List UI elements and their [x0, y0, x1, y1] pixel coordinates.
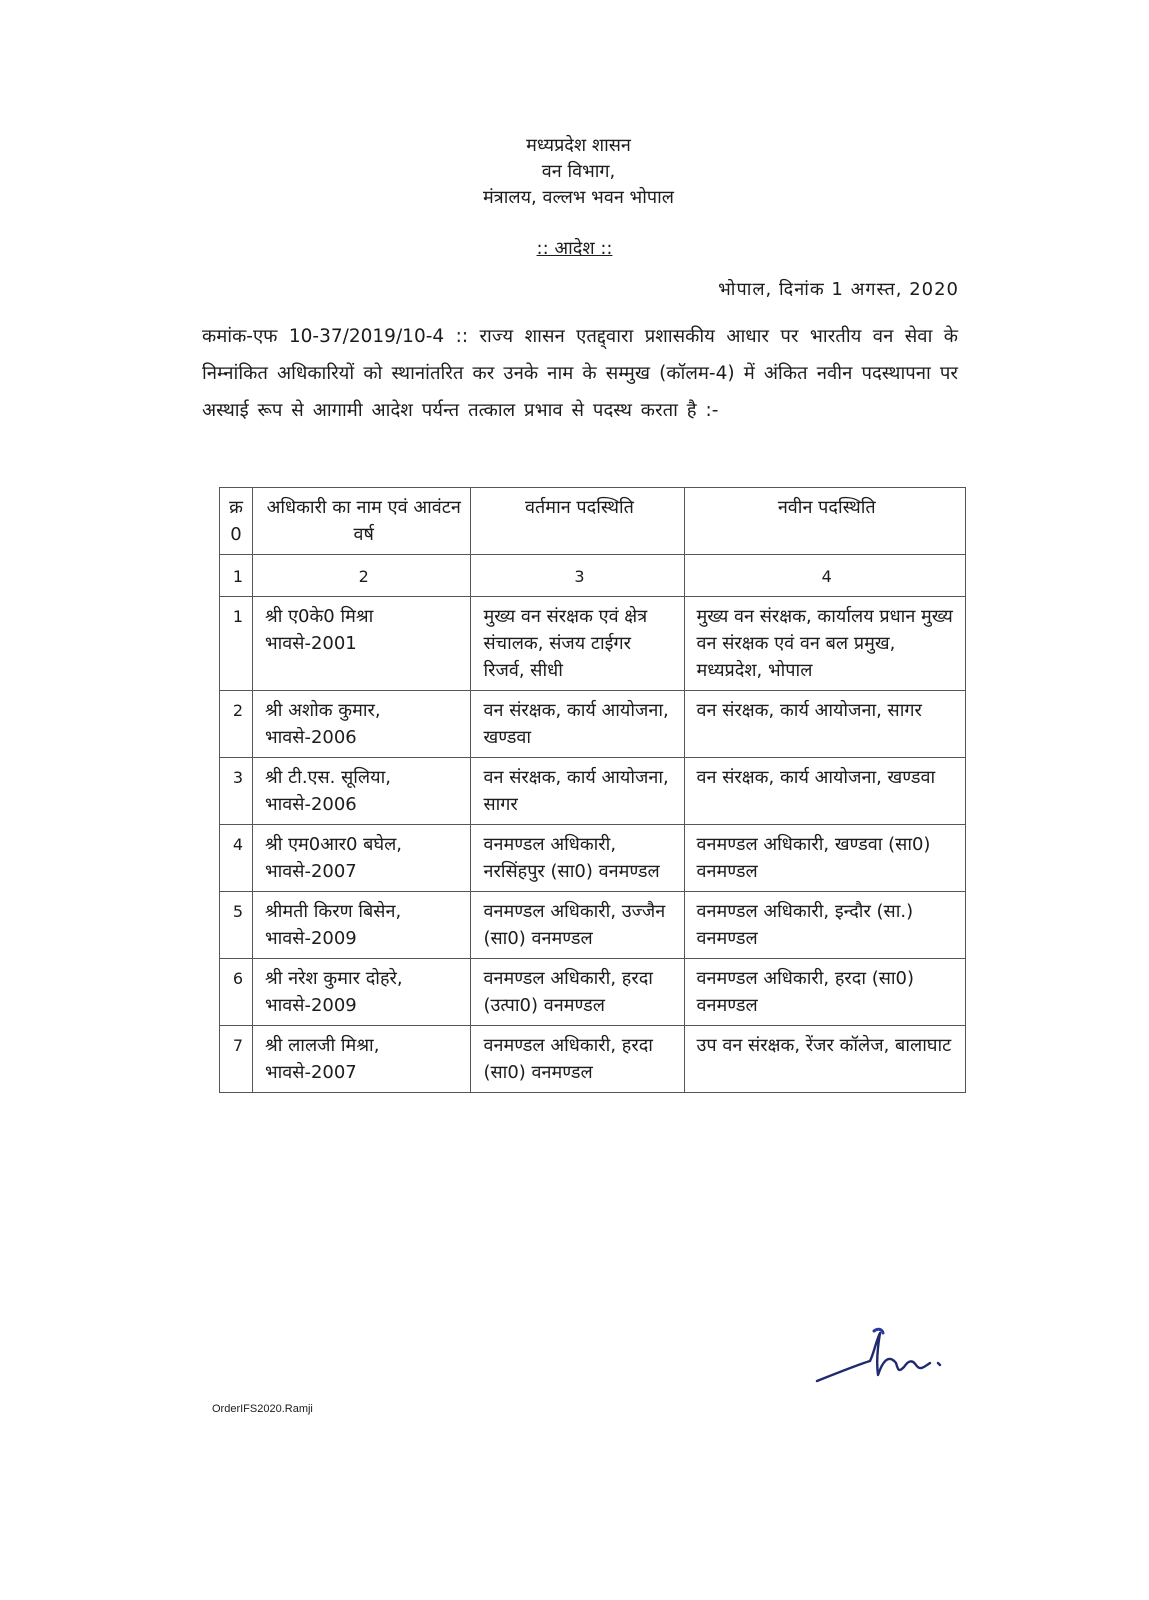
current-posting: वनमण्डल अधिकारी, उज्जैन (सा0) वनमण्डल [471, 892, 684, 959]
table-row [220, 825, 966, 892]
officer-name: श्री टी.एस. सूलिया, [264, 767, 391, 788]
officer-cell [252, 1026, 471, 1093]
file-reference: OrderIFS2020.Ramji [212, 1403, 313, 1415]
header-current-posting: वर्तमान पदस्थिति [471, 488, 684, 555]
header-new-posting: नवीन पदस्थिति [684, 488, 965, 555]
officer-batch: भावसे-2006 [264, 727, 357, 748]
table-row [220, 892, 966, 959]
transfer-table [219, 487, 966, 1093]
signature-icon [812, 1323, 962, 1393]
table-row [220, 1026, 966, 1093]
current-posting: वनमण्डल अधिकारी, हरदा (सा0) वनमण्डल [471, 1026, 684, 1093]
officer-cell [252, 758, 471, 825]
officer-batch: भावसे-2009 [264, 928, 357, 949]
officer-batch: भावसे-2001 [264, 633, 357, 654]
serial-number: 3 [220, 758, 253, 825]
table-row [220, 959, 966, 1026]
letterhead-government: मध्यप्रदेश शासन [526, 135, 631, 156]
serial-number: 2 [220, 691, 253, 758]
current-posting: मुख्य वन संरक्षक एवं क्षेत्र संचालक, संजय टाईगर रिजर्व, सीधी [471, 597, 684, 691]
current-posting: वन संरक्षक, कार्य आयोजना, खण्डवा [471, 691, 684, 758]
officer-batch: भावसे-2007 [264, 861, 357, 882]
header-officer: अधिकारी का नाम एवं आवंटन वर्ष [252, 488, 471, 555]
new-posting: वन संरक्षक, कार्य आयोजना, खण्डवा [684, 758, 965, 825]
current-posting: वनमण्डल अधिकारी, नरसिंहपुर (सा0) वनमण्डल [471, 825, 684, 892]
letterhead-address: मंत्रालय, वल्लभ भवन भोपाल [483, 187, 674, 208]
place-date: भोपाल, दिनांक 1 अगस्त, 2020 [718, 279, 959, 300]
officer-name: श्री नरेश कुमार दोहरे, [264, 968, 403, 989]
officer-batch: भावसे-2009 [264, 995, 357, 1016]
officer-name: श्री एम0आर0 बघेल, [264, 834, 403, 855]
new-posting: वनमण्डल अधिकारी, हरदा (सा0) वनमण्डल [684, 959, 965, 1026]
table-column-number-row [220, 555, 966, 597]
column-number: 4 [684, 555, 965, 597]
officer-batch: भावसे-2007 [264, 1062, 357, 1083]
column-number: 3 [471, 555, 684, 597]
letterhead [0, 133, 1149, 211]
new-posting: वनमण्डल अधिकारी, इन्दौर (सा.) वनमण्डल [684, 892, 965, 959]
officer-cell [252, 597, 471, 691]
order-body-text: कमांक-एफ 10-37/2019/10-4 :: राज्य शासन एतद्द्वारा प्रशासकीय आधार पर भारतीय वन सेवा के निम्नांकित अधिकारियों को स्थानांतरित कर उनके नाम के सम्मुख (कॉलम-4) में अंकित नवीन पदस्थापना पर अस्थाई रूप से आगामी आदेश पर्यन्त तत्काल प्रभाव से पदस्थ करता है :- [202, 326, 958, 421]
officer-cell [252, 691, 471, 758]
current-posting: वनमण्डल अधिकारी, हरदा (उत्पा0) वनमण्डल [471, 959, 684, 1026]
order-title: :: आदेश :: [536, 238, 613, 259]
officer-name: श्री लालजी मिश्रा, [264, 1035, 380, 1056]
serial-number: 5 [220, 892, 253, 959]
letterhead-department: वन विभाग, [541, 161, 616, 182]
table-header-row [220, 488, 966, 555]
officer-cell [252, 825, 471, 892]
table-row [220, 758, 966, 825]
new-posting: वन संरक्षक, कार्य आयोजना, सागर [684, 691, 965, 758]
header-serial: क्र 0 [220, 488, 253, 555]
new-posting: वनमण्डल अधिकारी, खण्डवा (सा0) वनमण्डल [684, 825, 965, 892]
officer-batch: भावसे-2006 [264, 794, 357, 815]
column-number: 1 [220, 555, 253, 597]
officer-cell [252, 892, 471, 959]
table-row [220, 691, 966, 758]
table-row [220, 597, 966, 691]
serial-number: 1 [220, 597, 253, 691]
order-heading [0, 236, 1149, 260]
serial-number: 7 [220, 1026, 253, 1093]
column-number: 2 [252, 555, 471, 597]
new-posting: मुख्य वन संरक्षक, कार्यालय प्रधान मुख्य वन संरक्षक एवं वन बल प्रमुख, मध्यप्रदेश, भोपाल [684, 597, 965, 691]
current-posting: वन संरक्षक, कार्य आयोजना, सागर [471, 758, 684, 825]
new-posting: उप वन संरक्षक, रेंजर कॉलेज, बालाघाट [684, 1026, 965, 1093]
serial-number: 4 [220, 825, 253, 892]
officer-name: श्रीमती किरण बिसेन, [264, 901, 402, 922]
officer-cell [252, 959, 471, 1026]
serial-number: 6 [220, 959, 253, 1026]
officer-name: श्री ए0के0 मिश्रा [264, 606, 374, 627]
officer-name: श्री अशोक कुमार, [264, 700, 381, 721]
